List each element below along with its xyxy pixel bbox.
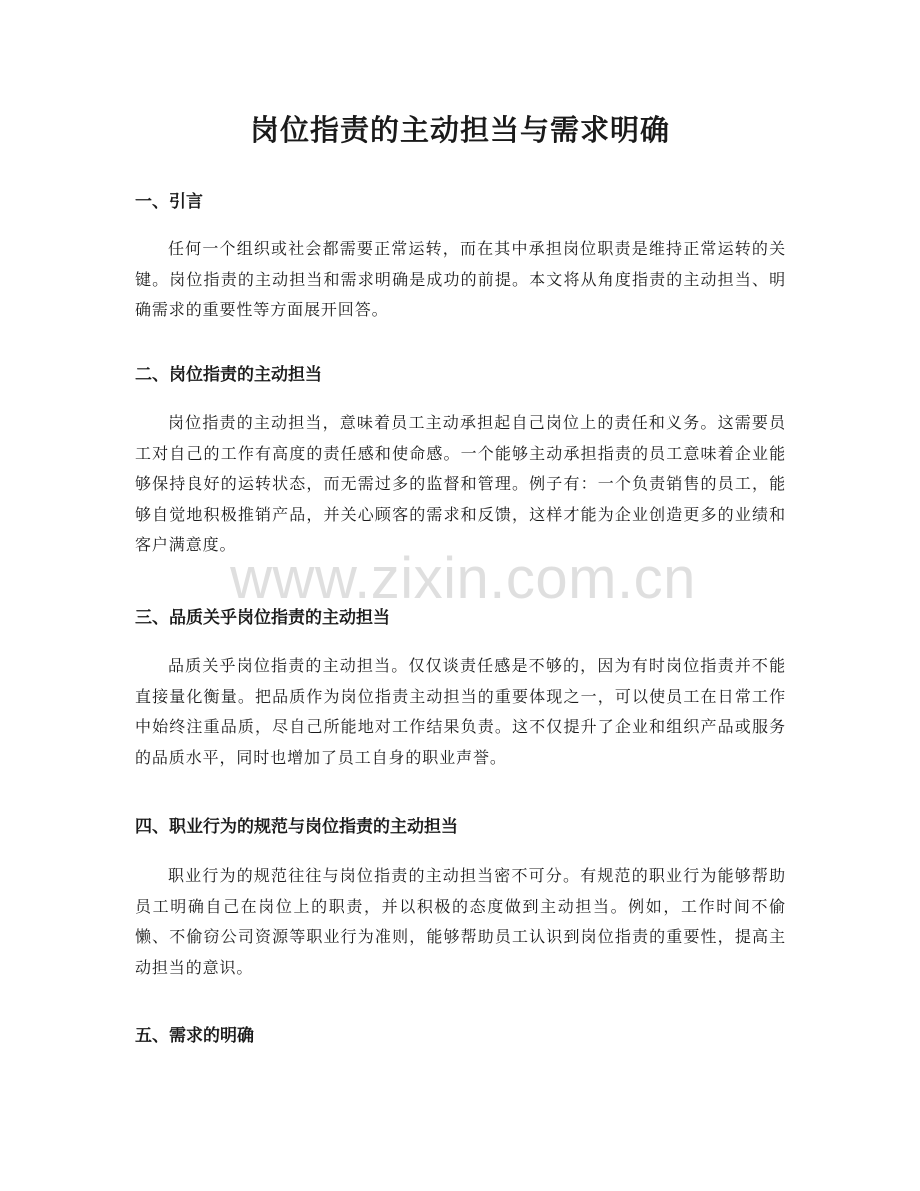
section-heading-quality: 三、品质关乎岗位指责的主动担当 <box>135 608 390 628</box>
section-paragraph-conduct: 职业行为的规范往往与岗位指责的主动担当密不可分。有规范的职业行为能够帮助员工明确自己在岗位上的职责，并以积极的态度做到主动担当。例如，工作时间不偷懒、不偷窃公司资源等职业行为准则，能够帮助员工认识到岗位指责的重要性，提高主动担当的意识。 <box>135 866 786 977</box>
section-heading-intro: 一、引言 <box>135 192 203 212</box>
section-heading-conduct: 四、职业行为的规范与岗位指责的主动担当 <box>135 817 458 837</box>
section-paragraph-intro: 任何一个组织或社会都需要正常运转，而在其中承担岗位职责是维持正常运转的关键。岗位指责的主动担当和需求明确是成功的前提。本文将从角度指责的主动担当、明确需求的重要性等方面展开回答。 <box>135 239 786 319</box>
section-heading-initiative: 二、岗位指责的主动担当 <box>135 365 322 385</box>
document-title: 岗位指责的主动担当与需求明确 <box>249 113 670 147</box>
watermark: www.zixin.com.cn <box>230 546 696 611</box>
section-paragraph-initiative: 岗位指责的主动担当，意味着员工主动承担起自己岗位上的责任和义务。这需要员工对自己的工作有高度的责任感和使命感。一个能够主动承担指责的员工意味着企业能够保持良好的运转状态，而无需过多的监督和管理。例子有：一个负责销售的员工，能够自觉地积极推销产品，并关心顾客的需求和反馈，这样才能为企业创造更多的业绩和客户满意度。 <box>135 413 786 554</box>
section-heading-requirements: 五、需求的明确 <box>135 1026 254 1046</box>
section-paragraph-quality: 品质关乎岗位指责的主动担当。仅仅谈责任感是不够的，因为有时岗位指责并不能直接量化衡量。把品质作为岗位指责主动担当的重要体现之一，可以使员工在日常工作中始终注重品质，尽自己所能地对工作结果负责。这不仅提升了企业和组织产品或服务的品质水平，同时也增加了员工自身的职业声誉。 <box>135 656 786 767</box>
